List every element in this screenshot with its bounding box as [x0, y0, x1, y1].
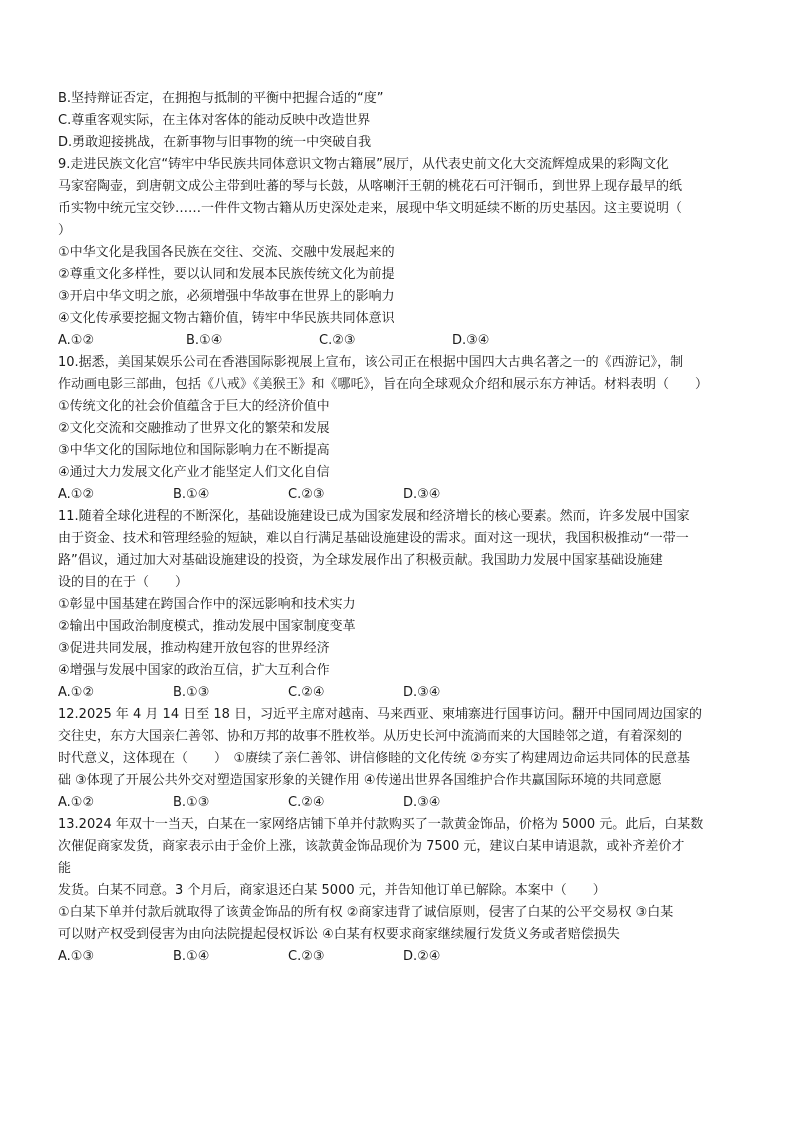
q11-stem-line: 11.随着全球化进程的不断深化，基础设施建设已成为国家发展和经济增长的核心要素。然而，许多发展中国家	[58, 509, 690, 524]
q10-item: ②文化交流和交融推动了世界文化的繁荣和发展	[58, 421, 330, 436]
q11-stem-line: 由于资金、技术和管理经验的短缺，难以自行满足基础设施建设的需求。面对这一现状，我国积极推动“一带一	[58, 531, 689, 546]
q10-stem-line: 作动画电影三部曲，包括《八戒》《美猴王》和《哪吒》，旨在向全球观众介绍和展示东方神话。材料表明（ ）	[58, 377, 709, 392]
q9-option-b[interactable]: B.①④	[186, 333, 223, 348]
exam-page	[58, 88, 748, 968]
q12-stem-line: 交往史，东方大国亲仁善邻、协和万邦的故事不胜枚举。从历史长河中流淌而来的大国睦邻之道，有着深刻的	[58, 729, 683, 744]
question-12	[58, 704, 748, 814]
q13-option-b[interactable]: B.①④	[173, 949, 210, 964]
q11-stem-line: 路”倡议，通过加大对基础设施建设的投资，为全球发展作出了积极贡献。我国助力发展中国家基础设施建	[58, 553, 663, 568]
q13-option-c[interactable]: C.②③	[288, 949, 325, 964]
q12-option-a[interactable]: A.①②	[58, 795, 95, 810]
q9-item: ③开启中华文明之旅，必须增强中华故事在世界上的影响力	[58, 289, 395, 304]
q9-stem-line: 9.走进民族文化宫“铸牢中华民族共同体意识文物古籍展”展厅，从代表史前文化大交流辉煌成果的彩陶文化	[58, 157, 669, 172]
q9-item: ④文化传承要挖掘文物古籍价值，铸牢中华民族共同体意识	[58, 311, 395, 326]
q10-option-a[interactable]: A.①②	[58, 487, 95, 502]
q12-options	[58, 792, 748, 814]
q10-stem-line: 10.据悉，美国某娱乐公司在香港国际影视展上宣布，该公司正在根据中国四大古典名著之一的《西游记》，制	[58, 355, 684, 370]
q8-option-b: B.坚持辩证否定，在拥抱与抵制的平衡中把握合适的“度”	[58, 91, 384, 106]
q13-stem-line: 可以财产权受到侵害为由向法院提起侵权诉讼 ④白某有权要求商家继续履行发货义务或者赔偿损失	[58, 927, 620, 942]
question-10	[58, 352, 748, 506]
q10-option-c[interactable]: C.②③	[288, 487, 325, 502]
q9-stem-line: 币实物中统元宝交钞……一件件文物古籍从历史深处走来，展现中华文明延续不断的历史基因。这主要说明（	[58, 201, 683, 216]
q8-option-c: C.尊重客观实际，在主体对客体的能动反映中改造世界	[58, 113, 371, 128]
q11-options	[58, 682, 748, 704]
q10-item: ①传统文化的社会价值蕴含于巨大的经济价值中	[58, 399, 330, 414]
q10-option-b[interactable]: B.①④	[173, 487, 210, 502]
q11-stem-line: 设的目的在于（ ）	[58, 575, 189, 590]
q12-option-b[interactable]: B.①③	[173, 795, 210, 810]
q11-option-c[interactable]: C.②④	[288, 685, 325, 700]
q13-stem-line: 能	[58, 861, 72, 876]
q13-stem-line: 次催促商家发货，商家表示由于金价上涨，该款黄金饰品现价为 7500 元，建议白某申请退款，或补齐差价才	[58, 839, 685, 854]
question-9	[58, 154, 748, 352]
q12-option-c[interactable]: C.②④	[288, 795, 325, 810]
q8-option-d: D.勇敢迎接挑战，在新事物与旧事物的统一中突破自我	[58, 135, 372, 150]
q9-item: ①中华文化是我国各民族在交往、交流、交融中发展起来的	[58, 245, 395, 260]
q12-option-d[interactable]: D.③④	[403, 795, 441, 810]
q11-item: ①彰显中国基建在跨国合作中的深远影响和技术实力	[58, 597, 356, 612]
q9-option-d[interactable]: D.③④	[452, 333, 490, 348]
q9-stem-line: 马家窑陶壶，到唐朝文成公主带到吐蕃的琴与长鼓，从喀喇汗王朝的桃花石可汗铜币，到世界上现存最早的纸	[58, 179, 683, 194]
q13-options	[58, 946, 748, 968]
q12-stem-line: 础 ③体现了开展公共外交对塑造国家形象的关键作用 ④传递出世界各国维护合作共赢国际环境的共同意愿	[58, 773, 662, 788]
question-13	[58, 814, 748, 968]
q11-option-b[interactable]: B.①③	[173, 685, 210, 700]
q11-item: ④增强与发展中国家的政治互信，扩大互利合作	[58, 663, 330, 678]
q13-stem-line: 发货。白某不同意。3 个月后，商家退还白某 5000 元，并告知他订单已解除。本案中（ ）	[58, 883, 606, 898]
q12-stem-line: 12.2025 年 4 月 14 日至 18 日，习近平主席对越南、马来西亚、柬埔寨进行国事访问。翻开中国同周边国家的	[58, 707, 703, 722]
q11-item: ②输出中国政治制度模式，推动发展中国家制度变革	[58, 619, 356, 634]
q9-options	[58, 330, 748, 352]
q13-option-d[interactable]: D.②④	[403, 949, 441, 964]
q11-option-a[interactable]: A.①②	[58, 685, 95, 700]
q13-stem-line: 13.2024 年双十一当天，白某在一家网络店铺下单并付款购买了一款黄金饰品，价格为 5000 元。此后，白某数	[58, 817, 704, 832]
q13-option-a[interactable]: A.①③	[58, 949, 95, 964]
q10-options	[58, 484, 748, 506]
q9-option-c[interactable]: C.②③	[319, 333, 356, 348]
q11-option-d[interactable]: D.③④	[403, 685, 441, 700]
q9-option-a[interactable]: A.①②	[58, 333, 95, 348]
q11-item: ③促进共同发展，推动构建开放包容的世界经济	[58, 641, 330, 656]
q9-stem-line: ）	[58, 223, 72, 238]
q10-option-d[interactable]: D.③④	[403, 487, 441, 502]
q10-item: ③中华文化的国际地位和国际影响力在不断提高	[58, 443, 330, 458]
q12-stem-line: 时代意义，这体现在（ ） ①赓续了亲仁善邻、讲信修睦的文化传统 ②夯实了构建周边命运共同体的民意基	[58, 751, 690, 766]
q10-item: ④通过大力发展文化产业才能坚定人们文化自信	[58, 465, 330, 480]
q13-stem-line: ①白某下单并付款后就取得了该黄金饰品的所有权 ②商家违背了诚信原则，侵害了白某的公平交易权 ③白某	[58, 905, 674, 920]
q9-item: ②尊重文化多样性，要以认同和发展本民族传统文化为前提	[58, 267, 395, 282]
question-11	[58, 506, 748, 704]
